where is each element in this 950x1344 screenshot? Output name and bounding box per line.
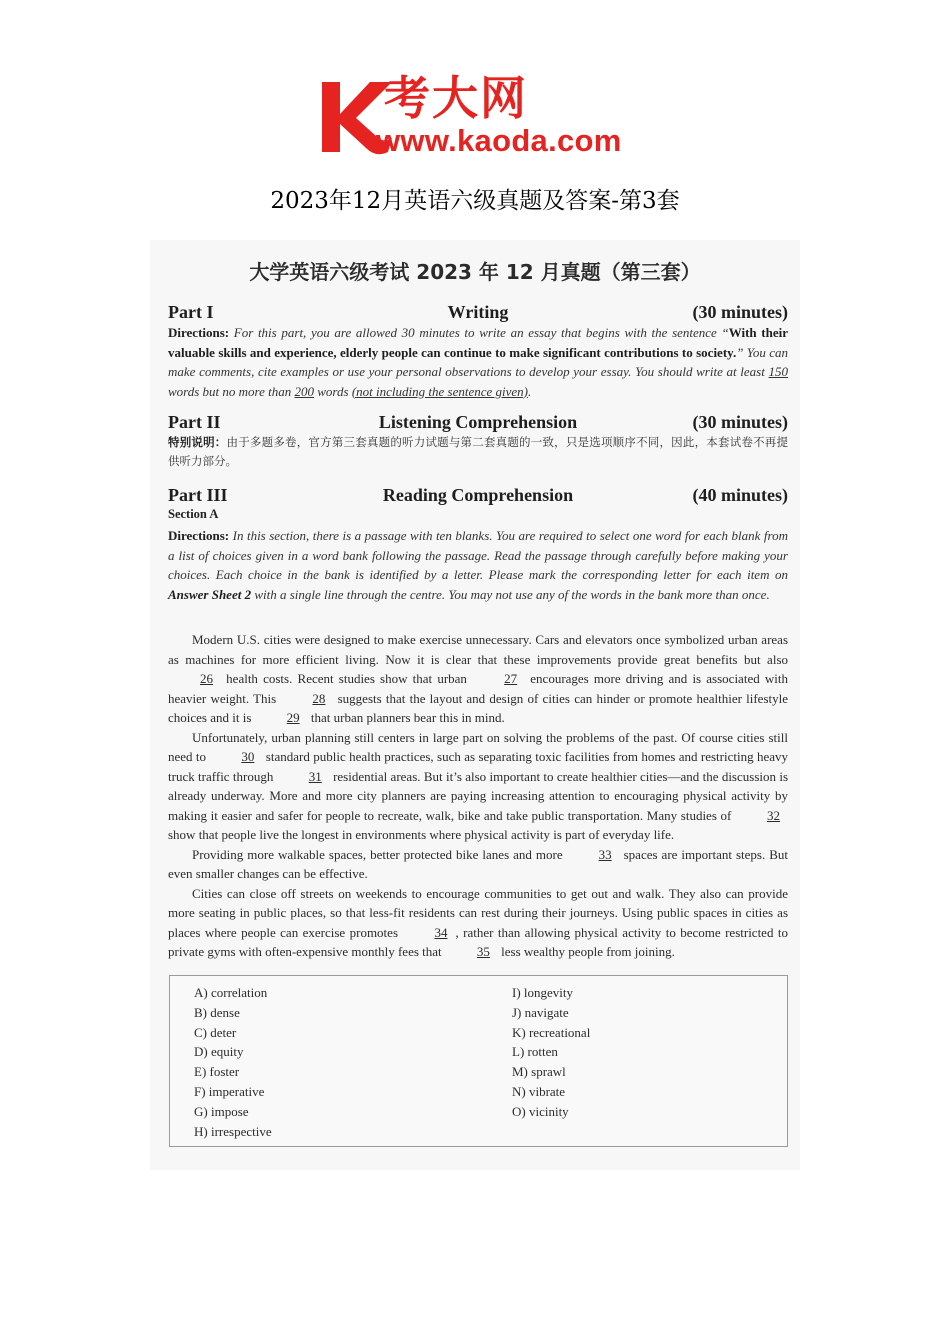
passage-paragraph: Unfortunately, urban planning still centers in large part on solving the problems of the past. Of course cities still need to 30 standard public health practices, such as separating toxic facilities from homes and restricting heavy truck traffic through 31 residential areas. But it’s also important to create healthier cities—and the discussion is already underway. More and more city planners are paying increasing attention to encouraging physical activity by making it easier and safer for people to recreate, walk, bike and take public transportation. Many studies of 32 show that people live the longest in environments where physical activity is part of everyday life. [168,729,789,842]
not-including-note: (not including the sentence given) [351,383,528,399]
word-bank-item: F) imperative [194,1083,265,1099]
directions-text: For this part, you are allowed 30 minutes to write an essay that begins with the sentence “ [233,325,729,340]
part-time: (30 minutes) [692,302,788,322]
directions-text: words but no more than [168,383,295,399]
part-1-header [168,302,788,324]
section-a-label: Section A [168,507,219,521]
word-bank-left-column [194,983,272,1141]
blank-35: 35 [476,944,490,959]
exam-title: 大学英语六级考试 2023 年 12 月真题（第三套） [249,260,701,284]
part-1-directions [168,323,788,401]
blank-32: 32 [767,807,780,823]
blank-34: 34 [434,924,448,940]
blank-26: 26 [200,671,213,686]
blank-29: 29 [286,710,300,725]
word-bank-item: J) navigate [512,1004,569,1020]
part-3-directions [168,526,788,604]
blank-33: 33 [598,846,612,862]
kaoda-logo [318,71,638,160]
part-label: Part III [168,485,228,505]
answer-sheet-ref: Answer Sheet 2 [168,586,252,602]
word-bank-item: M) sprawl [512,1064,566,1080]
logo-chinese-text: 考大网 [384,71,528,125]
note-text: 由于多题多卷，官方第三套真题的听力试题与第二套真题的一致，只是选项顺序不同，因此，本套试卷不再提供听力部分。 [168,435,789,468]
word-bank-item: E) foster [194,1064,240,1080]
max-words: 200 [294,383,315,399]
word-bank-item: A) correlation [194,985,268,1000]
passage-paragraph: Cities can close off streets on weekends to encourage communities to get out and walk. They also can provide more seating in public places, so that less-fit residents can rest during their journeys. Using public spaces in cities as places where people can exercise promotes 34 , rather than allowing physical activity to become restricted to private gyms with often-expensive monthly fees that 35 less wealthy people from joining. [168,884,788,962]
word-bank-right-column [512,983,590,1122]
page-title: 2023年12月英语六级真题及答案-第3套 [270,188,680,214]
directions-text: with a single line through the centre. You may not use any of the words in the bank more than once. [251,586,770,602]
note-label: 特别说明： [168,435,227,449]
part-label: Part I [168,302,214,322]
word-bank-item: O) vicinity [512,1103,569,1119]
part-name: Listening Comprehension [378,412,578,432]
listening-note [168,433,788,471]
part-2-header [168,412,788,434]
min-words: 150 [768,364,788,379]
passage-paragraph: Modern U.S. cities were designed to make exercise unnecessary. Cars and elevators once symbolized urban areas as machines for more efficient living. Now it is clear that these improvements provide great benefits but also 26 health costs. Recent studies show that urban 27 encourages more driving and is associated with heavier weight. This 28 suggests that the layout and design of cities can hinder or promote healthier lifestyle choices and it is 29 that urban planners bear this in mind. [168,630,788,728]
part-time: (30 minutes) [692,412,788,432]
logo-url-text: www.kaoda.com [376,123,622,158]
passage-paragraph: Providing more walkable spaces, better protected bike lanes and more 33 spaces are important steps. But even smaller changes can be effective. [168,846,788,881]
word-bank-item: L) rotten [512,1044,558,1060]
directions-text: In this section, there is a passage with ten blanks. You are required to select one word for each blank from a list of choices given in a word bank following the passage. Read the passage through carefully before making your choices. Each choice in the bank is identified by a letter. Please mark the corresponding letter for each item on [168,528,788,582]
essay-opening-sentence: With their valuable skills and experience, elderly people can continue to make significant contributions to society. [168,325,789,360]
part-name: Writing [447,302,509,322]
blank-27: 27 [504,671,518,686]
word-bank-item: I) longevity [512,985,574,1000]
reading-passage [168,630,788,962]
part-time: (40 minutes) [692,485,788,505]
word-bank-item: G) impose [194,1103,249,1119]
directions-label: Directions: [168,528,230,543]
directions-text: words [314,383,352,399]
part-3-header [168,485,788,507]
directions-text: . [528,383,532,399]
blank-28: 28 [312,690,326,706]
blank-31: 31 [308,768,322,784]
word-bank-item: H) irrespective [194,1123,272,1139]
part-name: Reading Comprehension [382,485,574,505]
word-bank-item: D) equity [194,1044,244,1060]
word-bank [169,975,788,1147]
directions-label: Directions: [168,325,230,340]
directions-text: ” You can make comments, cite examples or use your personal observations to develop your essay. You should write at least [168,344,788,379]
blank-30: 30 [241,749,255,764]
word-bank-item: B) dense [194,1004,240,1020]
word-bank-item: N) vibrate [512,1083,566,1099]
part-label: Part II [168,412,221,432]
word-bank-item: C) deter [194,1024,237,1040]
word-bank-item: K) recreational [512,1024,591,1040]
